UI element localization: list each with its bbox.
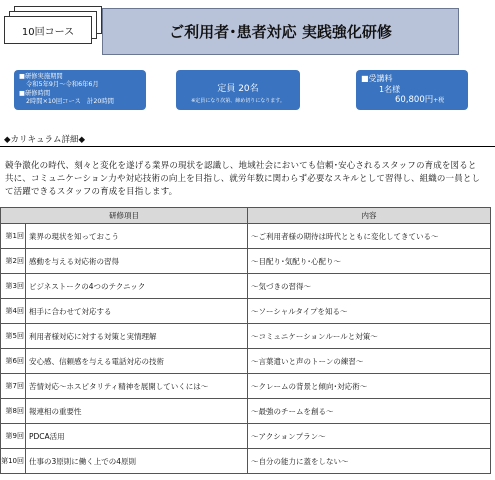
divider (0, 146, 495, 147)
session-item: 相手に合わせて対応する (26, 299, 248, 324)
fee-price: 60,800円 (395, 95, 434, 105)
session-number: 第9回 (1, 424, 26, 449)
capacity-box (176, 70, 300, 110)
table-row (1, 449, 491, 474)
session-item: 安心感、信頼感を与える電話対応の技術 (26, 349, 248, 374)
session-item: 報連相の重要性 (26, 399, 248, 424)
session-number: 第1回 (1, 224, 26, 249)
session-content: ～アクションプラン～ (248, 424, 491, 449)
period-value: 令和5年9月～令和6年6月 (26, 81, 99, 89)
session-content: ～ご利用者様の期待は時代とともに変化してきている～ (248, 224, 491, 249)
capacity-label: 定員 20名 (217, 84, 259, 94)
session-content: ～言葉遣いと声のトーンの練習～ (248, 349, 491, 374)
fee-box (356, 70, 468, 110)
table-row (1, 374, 491, 399)
period-label: ■研修実施期間 (19, 73, 63, 80)
fee-tax: +税 (433, 97, 445, 104)
session-number: 第8回 (1, 399, 26, 424)
session-content: ～最強のチームを創る～ (248, 399, 491, 424)
period-box (14, 70, 146, 110)
session-item: 感動を与える対応術の習得 (26, 249, 248, 274)
session-number: 第5回 (1, 324, 26, 349)
table-row (1, 324, 491, 349)
session-content: ～クレームの背景と傾向･対応術～ (248, 374, 491, 399)
time-label: ■研修時間 (19, 89, 51, 97)
session-number: 第4回 (1, 299, 26, 324)
table-row (1, 299, 491, 324)
course-tag-stack (4, 6, 100, 46)
session-content: ～自分の能力に蓋をしない～ (248, 449, 491, 474)
table-row (1, 349, 491, 374)
table-row (1, 274, 491, 299)
intro-paragraph: 競争激化の時代、刻々と変化を遂げる業界の現状を認識し、地域社会においても信頼･安心されるスタッフの育成を図ると共に、コミュニケーション力や対応技術の向上を目指し、就労年数に関わらず必要なスキルとして習得し、組織の一員として活躍できるスタッフの育成を目指します。 (5, 161, 481, 197)
session-item: 利用者様対応に対する対策と実情理解 (26, 324, 248, 349)
table-row (1, 399, 491, 424)
session-item: 仕事の3原則に働く上での4原則 (26, 449, 248, 474)
fee-per: 1名様 (379, 85, 401, 94)
page-title: ご利用者･患者対応 実践強化研修 (102, 8, 459, 55)
course-tag: 10回コース (4, 16, 92, 44)
fee-label: ■受講料 (361, 74, 393, 83)
session-number: 第10回 (1, 449, 26, 474)
table-header-row (1, 208, 491, 224)
session-number: 第2回 (1, 249, 26, 274)
table-row (1, 224, 491, 249)
session-content: ～ソーシャルタイプを知る～ (248, 299, 491, 324)
session-number: 第6回 (1, 349, 26, 374)
table-row (1, 249, 491, 274)
session-number: 第3回 (1, 274, 26, 299)
session-content: ～コミュニケーションルールと対策～ (248, 324, 491, 349)
session-item: PDCA活用 (26, 424, 248, 449)
fee-price-line (361, 95, 463, 106)
curriculum-table (0, 207, 491, 474)
session-content: ～気づきの習得～ (248, 274, 491, 299)
session-number: 第7回 (1, 374, 26, 399)
table-row (1, 424, 491, 449)
time-value: 2時間×10回コース 計20時間 (26, 97, 114, 105)
capacity-note: ※定員になり次第、締め切りになります。 (191, 98, 285, 104)
section-heading: ◆カリキュラム詳細◆ (4, 135, 85, 145)
session-item: ビジネストークの4つのテクニック (26, 274, 248, 299)
session-item: 業界の現状を知っておこう (26, 224, 248, 249)
session-content: ～目配り･気配り･心配り～ (248, 249, 491, 274)
header-item: 研修項目 (1, 208, 248, 224)
header-content: 内容 (248, 208, 491, 224)
session-item: 苦情対応～ホスピタリティ精神を展開していくには～ (26, 374, 248, 399)
